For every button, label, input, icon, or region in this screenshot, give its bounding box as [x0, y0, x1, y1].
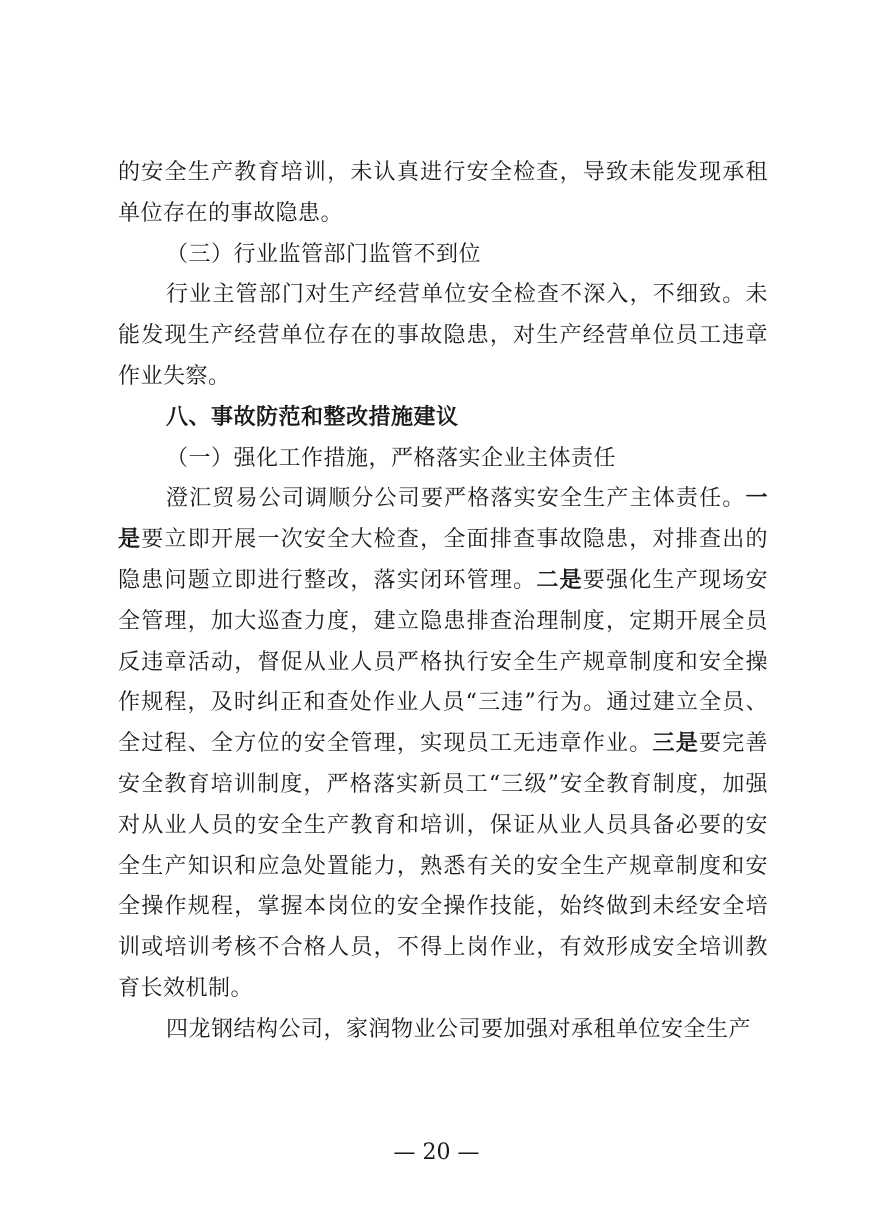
paragraph-lessors: 四龙钢结构公司，家润物业公司要加强对承租单位安全生产: [166, 1016, 752, 1042]
measures-intro: 澄汇贸易公司调顺分公司要严格落实安全生产主体责任。: [166, 486, 746, 512]
marker-second: 二是: [536, 567, 583, 593]
measure-second-text: 要强化生产现场安全管理，加大巡查力度，建立隐患排查治理制度，定期开展全员反违章活动，督促从业人员严格执行安全生产规章制度和安全操作规程，及时纠正和查处作业人员“三违”行为。通过建立全员、全过程、全方位的安全管理，实现员工无违章作业。: [118, 567, 768, 757]
measure-first-text: 要立即开展一次安全大检查，全面排查事故隐患，对排查出的隐患问题立即进行整改，落实闭环管理。: [118, 527, 768, 593]
subsection-heading-1: （一）强化工作措施，严格落实企业主体责任: [166, 445, 617, 471]
paragraph-supervision: 行业主管部门对生产经营单位安全检查不深入，不细致。未能发现生产经营单位存在的事故隐患，对生产经营单位员工违章作业失察。: [118, 282, 768, 389]
subsection-heading-3: （三）行业监管部门监管不到位: [166, 241, 482, 267]
marker-first: 一是: [118, 486, 768, 553]
page-number: — 20 —: [393, 1140, 480, 1165]
measure-third-text: 要完善安全教育培训制度，严格落实新员工“三级”安全教育制度，加强对从业人员的安全生产教育和培训，保证从业人员具备必要的安全生产知识和应急处置能力，熟悉有关的安全生产规章制度和安全操作规程，掌握本岗位的安全操作技能，始终做到未经安全培训或培训考核不合格人员，不得上岗作业，有效形成安全培训教育长效机制。: [118, 731, 768, 1001]
section-heading-8: 八、事故防范和整改措施建议: [166, 404, 459, 430]
marker-third: 三是: [652, 731, 699, 757]
paragraph-measures: [118, 479, 768, 1009]
document-body: [118, 153, 768, 1051]
paragraph-continuation: 的安全生产教育培训，未认真进行安全检查，导致未能发现承租单位存在的事故隐患。: [118, 160, 768, 226]
